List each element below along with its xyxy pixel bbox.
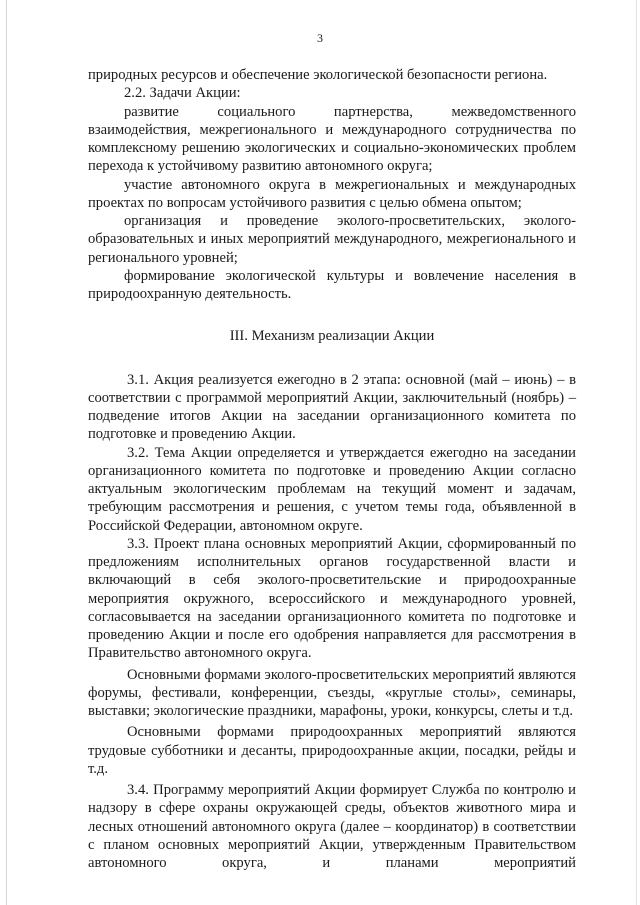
- paragraph-3-1: 3.1. Акция реализуется ежегодно в 2 этапа: основной (май – июнь) – в соответствии с программой мероприятий Акции, заключительный (ноябрь) – подведение итогов Акции на заседании организационного комитета по подготовке и проведению Акции.: [88, 371, 576, 443]
- paragraph-conservation-forms: Основными формами природоохранных мероприятий являются трудовые субботники и десанты, природоохранные акции, посадки, рейды и т.д.: [88, 724, 576, 777]
- task-item: организация и проведение эколого-просветительских, эколого-образовательных и иных мероприятий международного, межрегионального и регионального уровней;: [88, 213, 576, 266]
- section-3-title: III. Механизм реализации Акции: [229, 328, 435, 345]
- paragraph-3-4: 3.4. Программу мероприятий Акции формирует Служба по контролю и надзору в сфере охраны окружающей среды, объектов животного мира и лесных отношений автономного округа (далее – координатор) в соответствии с планом основных мероприятий Акции, утвержденным Правительством автономного округа, и планами мероприятий: [88, 782, 576, 871]
- scan-edge-left: [6, 0, 7, 905]
- paragraph-educational-forms: Основными формами эколого-просветительских мероприятий являются форумы, фестивали, конференции, съезды, «круглые столы», семинары, выставки; экологические праздники, марафоны, уроки, конкурсы, слеты и т.д.: [88, 666, 576, 719]
- paragraph-3-3: 3.3. Проект плана основных мероприятий Акции, сформированный по предложениям исполнительных органов государственной власти и включающий в себя эколого-просветительские и природоохранные мероприятия окружного, всероссийского и международного уровней, согласовывается на заседании организационного комитета по подготовке и проведению Акции и после его одобрения направляется для рассмотрения в Правительство автономного округа.: [88, 535, 576, 662]
- scan-edge-right: [636, 0, 637, 905]
- task-item: развитие социального партнерства, межведомственного взаимодействия, межрегионального и международного сотрудничества по комплексному решению экологических и социально-экономических проблем перехода к устойчивому развитию автономного округа;: [88, 103, 576, 175]
- page-number: 3: [317, 31, 323, 45]
- document-body: [88, 66, 576, 872]
- section-2-2-heading: 2.2. Задачи Акции:: [124, 85, 241, 102]
- task-item: участие автономного округа в межрегиональных и международных проектах по вопросам устойчивого развития с целью обмена опытом;: [88, 176, 576, 211]
- paragraph-3-2: 3.2. Тема Акции определяется и утверждается ежегодно на заседании организационного комитета по подготовке и проведению Акции согласно актуальным экологическим проблемам на текущий момент и задачам, требующим рассмотрения и решения, с учетом темы года, объявленной в Российской Федерации, автономном округе.: [88, 444, 576, 534]
- task-item: формирование экологической культуры и вовлечение населения в природоохранную деятельность.: [88, 267, 576, 302]
- section-2-lead: природных ресурсов и обеспечение экологической безопасности региона.: [88, 67, 548, 83]
